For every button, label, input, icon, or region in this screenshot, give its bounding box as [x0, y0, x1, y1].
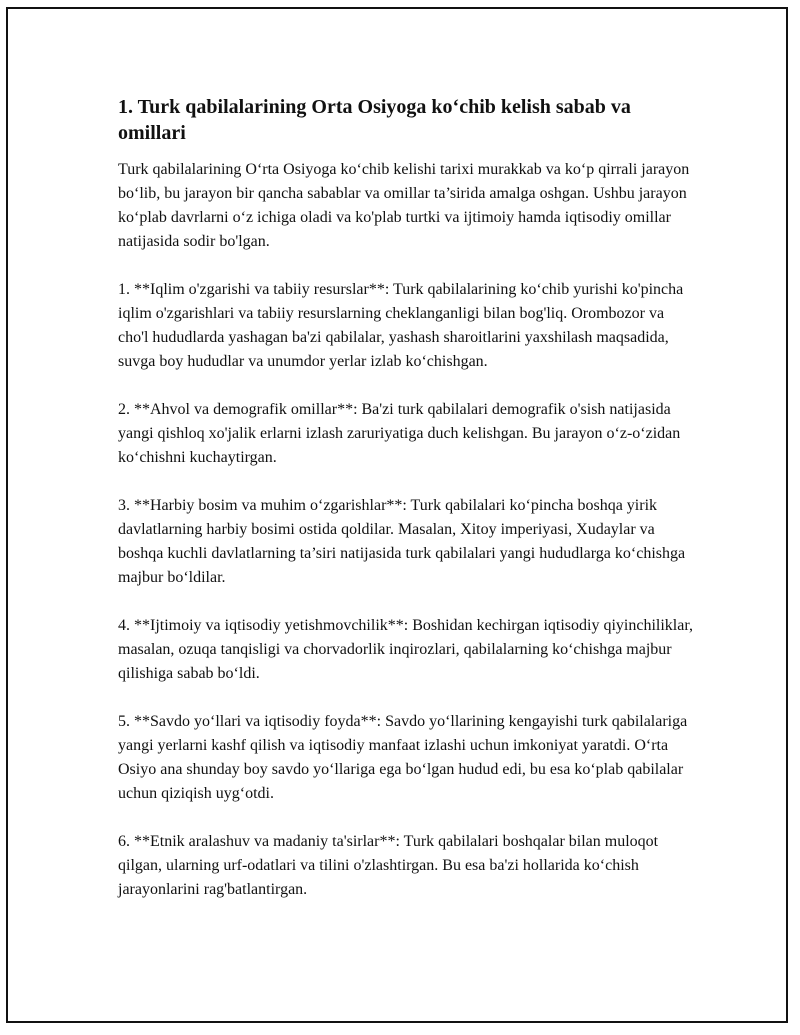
paragraph-trade: 5. **Savdo yo‘llari va iqtisodiy foyda**: Savdo yo‘llarining kengayishi turk qabilalariga yangi yerlarni kashf qilish va iqtisodiy manfaat izlashi uchun imkoniyat yaratdi. O‘rta Osiyo ana shunday boy savdo yo‘llariga ega bo‘lgan hudud edi, bu esa ko‘plab qabilalar uchun qiziqish uyg‘otdi.: [118, 713, 688, 802]
paragraph-demographic: 2. **Ahvol va demografik omillar**: Ba'zi turk qabilalari demografik o'sish natijasida yangi qishloq xo'jalik erlarni izlash zaruriyatiga duch kelishgan. Bu jarayon o‘z-o‘zidan ko‘chishni kuchaytirgan.: [118, 401, 681, 466]
paragraph-socioeconomic: 4. **Ijtimoiy va iqtisodiy yetishmovchilik**: Boshidan kechirgan iqtisodiy qiyinchiliklar, masalan, ozuqa tanqisligi va chorvadorlik inqirozlari, qabilalarning ko‘chishga majbur qilishiga sabab bo‘ldi.: [118, 617, 694, 682]
intro-paragraph: Turk qabilalarining O‘rta Osiyoga ko‘chib kelishi tarixi murakkab va ko‘p qirrali jarayon bo‘lib, bu jarayon bir qancha sabablar va omillar ta’sirida amalga oshgan. Ushbu jarayon ko‘plab davrlarni o‘z ichiga oladi va ko'plab turtki va ijtimoiy hamda iqtisodiy omillar natijasida sodir bo'lgan.: [118, 161, 690, 250]
paragraph-ethnic: 6. **Etnik aralashuv va madaniy ta'sirlar**: Turk qabilalari boshqalar bilan muloqot qilgan, ularning urf-odatlari va tilini o'zlashtirgan. Bu esa ba'zi hollarida ko‘chish jarayonlarini rag'batlantirgan.: [118, 833, 659, 898]
paragraph-climate: 1. **Iqlim o'zgarishi va tabiiy resurslar**: Turk qabilalarining ko‘chib yurishi ko'pincha iqlim o'zgarishlari va tabiiy resurslarning cheklanganligi bilan bog'liq. Orombozor va cho'l hududlarda yashagan ba'zi qabilalar, yashash sharoitlarini yaxshilash maqsadida, suvga boy hududlar va unumdor yerlar izlab ko‘chishgan.: [118, 281, 684, 370]
paragraph-military: 3. **Harbiy bosim va muhim o‘zgarishlar**: Turk qabilalari ko‘pincha boshqa yirik davlatlarning harbiy bosimi ostida qoldilar. Masalan, Xitoy imperiyasi, Xudaylar va boshqa kuchli davlatlarning ta’siri natijasida turk qabilalari yangi hududlarga ko‘chishga majbur bo‘ldilar.: [118, 497, 686, 586]
section-heading: 1. Turk qabilalarining Orta Osiyoga ko‘chib kelish sabab va omillari: [118, 96, 631, 144]
document-body: [118, 94, 693, 926]
